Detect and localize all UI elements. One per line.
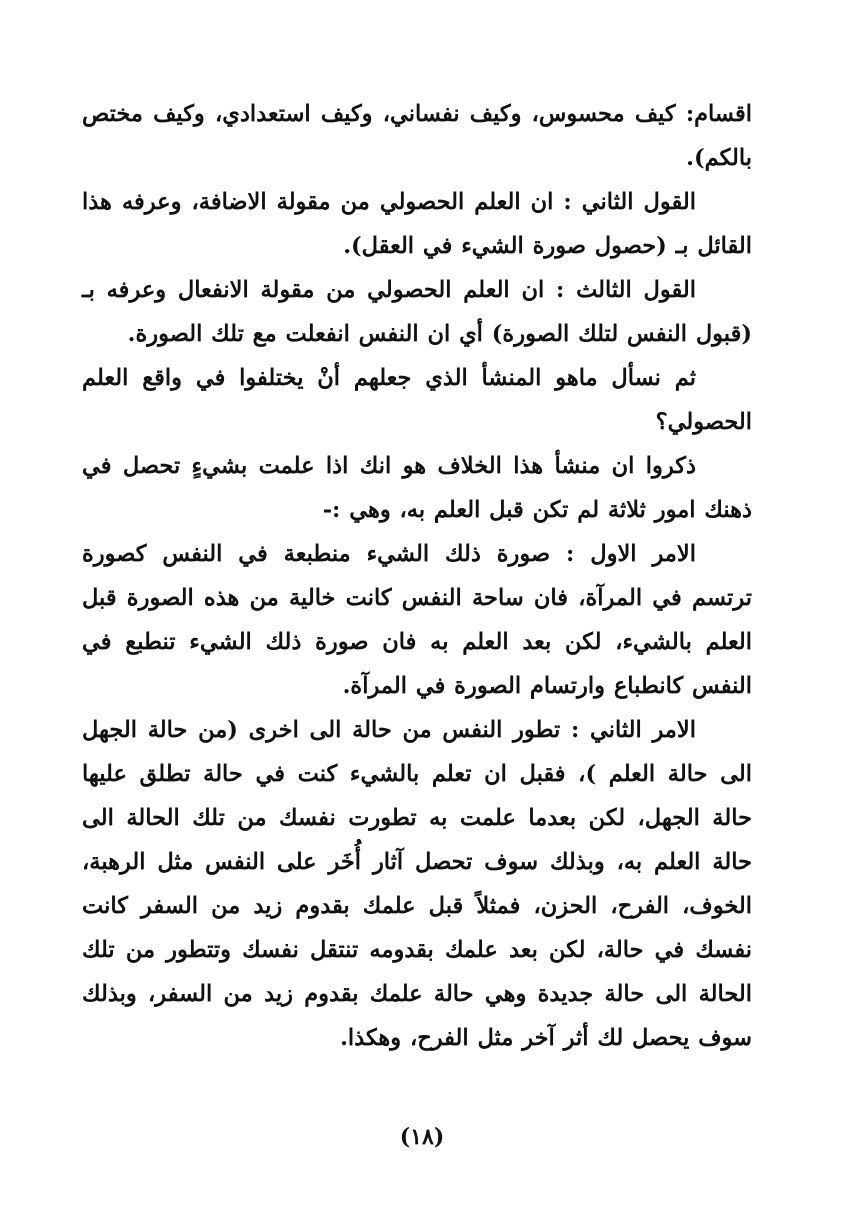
page-body bbox=[82, 92, 752, 1060]
paragraph-6: الامر الاول : صورة ذلك الشيء منطبعة في النفس كصورة ترتسم في المرآة، فان ساحة النفس كانت خالية من هذه الصورة قبل العلم بالشيء، لكن بعد العلم به فان صورة ذلك الشيء تنطبع في النفس كانطباع وارتسام الصورة في المرآة. bbox=[82, 541, 752, 699]
paragraph-1: اقسام: كيف محسوس، وكيف نفساني، وكيف استعدادي، وكيف مختص بالكم). bbox=[82, 101, 752, 171]
paragraph-2: القول الثاني : ان العلم الحصولي من مقولة الاضافة، وعرفه هذا القائل بـ (حصول صورة الشيء في العقل). bbox=[82, 189, 752, 259]
paragraph-4: ثم نسأل ماهو المنشأ الذي جعلهم أنْ يختلفوا في واقع العلم الحصولي؟ bbox=[82, 365, 752, 435]
paragraph-5: ذكروا ان منشأ هذا الخلاف هو انك اذا علمت بشيءٍ تحصل في ذهنك امور ثلاثة لم تكن قبل العلم به، وهي :- bbox=[82, 453, 752, 523]
page-number: (١٨) bbox=[399, 1124, 445, 1150]
paragraph-7: الامر الثاني : تطور النفس من حالة الى اخرى (من حالة الجهل الى حالة العلم )، فقبل ان تعلم بالشيء كنت في حالة تطلق عليها حالة الجهل، لكن بعدما علمت به تطورت نفسك من تلك الحالة الى حالة العلم به، وبذلك سوف تحصل آثار أُخَر على النفس مثل الرهبة، الخوف، الفرح، الحزن، فمثلاً قبل علمك بقدوم زيد من السفر كانت نفسك في حالة، لكن بعد علمك بقدومه تنتقل نفسك وتتطور من تلك الحالة الى حالة جديدة وهي حالة علمك بقدوم زيد من السفر، وبذلك سوف يحصل لك أثر آخر مثل الفرح، وهكذا. bbox=[82, 717, 752, 1051]
paragraph-3: القول الثالث : ان العلم الحصولي من مقولة الانفعال وعرفه بـ (قبول النفس لتلك الصورة) أي ان النفس انفعلت مع تلك الصورة. bbox=[82, 277, 752, 347]
